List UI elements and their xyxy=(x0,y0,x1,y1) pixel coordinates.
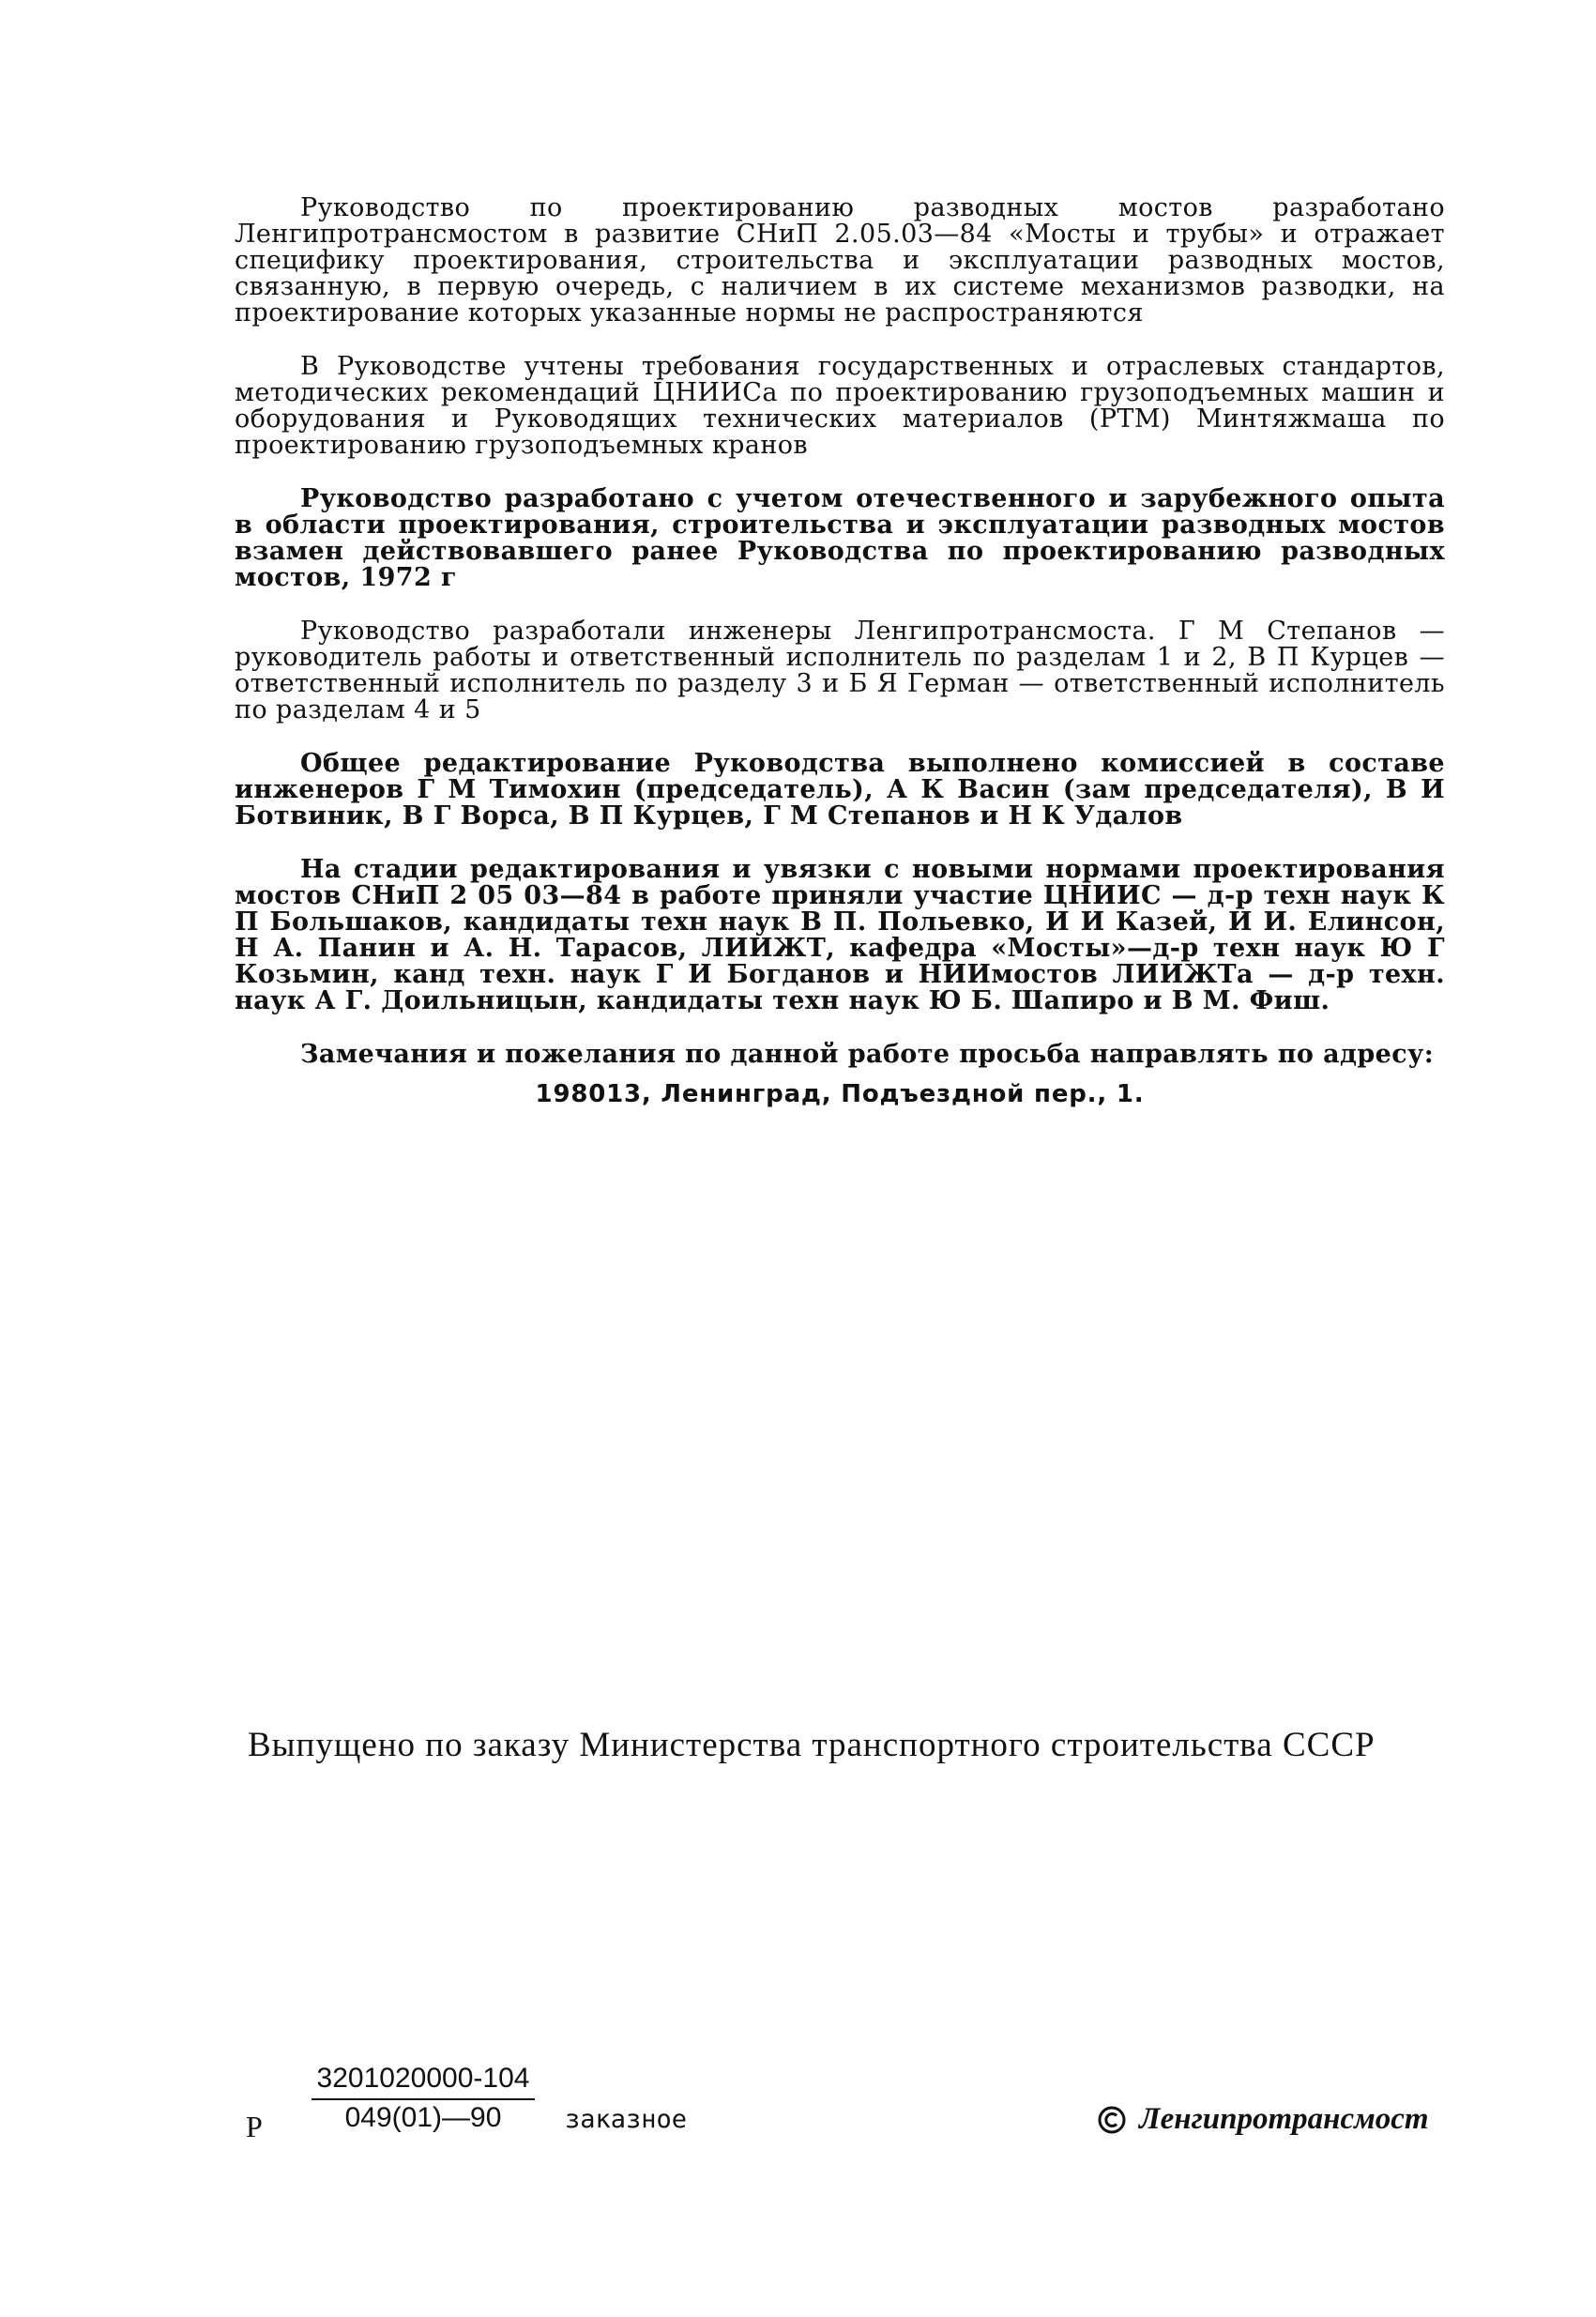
paragraph-authors: Руководство разработали инженеры Ленгипротрансмоста. Г М Степанов — руководитель работы и ответственный исполнитель по разделам 1 и 2, В П Курцев — ответственный исполнитель по разделу 3 и Б Я Герман — ответственный исполнитель по разделам 4 и 5 xyxy=(235,617,1445,724)
paragraph-editors: Общее редактирование Руководства выполнено комиссией в составе инженеров Г М Тимохин (председатель), А К Васин (зам председателя), В И Ботвиник, В Г Ворса, В П Курцев, Г М Степанов и Н К Удалов xyxy=(235,749,1445,831)
document-body xyxy=(235,195,1445,1107)
paragraph-purpose: Руководство по проектированию разводных мостов разработано Ленгипротрансмостом в развитие СНиП 2.05.03—84 «Мосты и трубы» и отражает специфику проектирования, строительства и эксплуатации разводных мостов, связанную, в первую очередь, с наличием в их системе механизмов разводки, на проектирование которых указанные нормы не распространяются xyxy=(235,193,1445,328)
order-type: заказное xyxy=(565,2105,688,2134)
imprint-code-denominator: 049(01)—90 xyxy=(344,2102,502,2133)
imprint-letter: Р xyxy=(246,2110,263,2143)
imprint-footer xyxy=(246,2063,1456,2147)
copyright-holder: Ленгипротрансмост xyxy=(1139,2102,1429,2136)
paragraph-participants: На стадии редактирования и увязки с новыми нормами проектирования мостов СНиП 2 05 03—84 в работе приняли участие ЦНИИС — д-р техн наук К П Большаков, кандидаты техн наук В П. Польевко, И И Казей, И И. Елинсон, Н А. Панин и А. Н. Тарасов, ЛИИЖТ, кафедра «Мосты»—д-р техн наук Ю Г Козьмин, канд техн. наук Г И Богданов и НИИмостов ЛИИЖТа — д-р техн. наук А Г. Доильницын, кандидаты техн наук Ю Б. Шапиро и В М. Фиш. xyxy=(235,855,1445,1015)
publisher-note: Выпущено по заказу Министерства транспортного строительства СССР xyxy=(248,1726,1376,1764)
imprint-code xyxy=(306,2063,540,2134)
paragraph-standards: В Руководстве учтены требования государственных и отраслевых стандартов, методических рекомендаций ЦНИИСа по проектированию грузоподъемных машин и оборудования и Руководящих технических материалов (РТМ) Минтяжмаша по проектированию грузоподъемных кранов xyxy=(235,352,1445,460)
paragraph-feedback: Замечания и пожелания по данной работе просьба направлять по адресу: xyxy=(300,1040,1435,1069)
copyright-line xyxy=(1098,2102,1429,2137)
imprint-code-numerator: 3201020000-104 xyxy=(316,2063,530,2094)
paragraph-experience: Руководство разработано с учетом отечественного и зарубежного опыта в области проектирования, строительства и эксплуатации разводных мостов взамен действовавшего ранее Руководства по проектированию разводных мостов, 1972 г xyxy=(235,484,1445,592)
copyright-icon xyxy=(1098,2106,1126,2134)
postal-address: 198013, Ленинград, Подъездной пер., 1. xyxy=(535,1080,1145,1108)
